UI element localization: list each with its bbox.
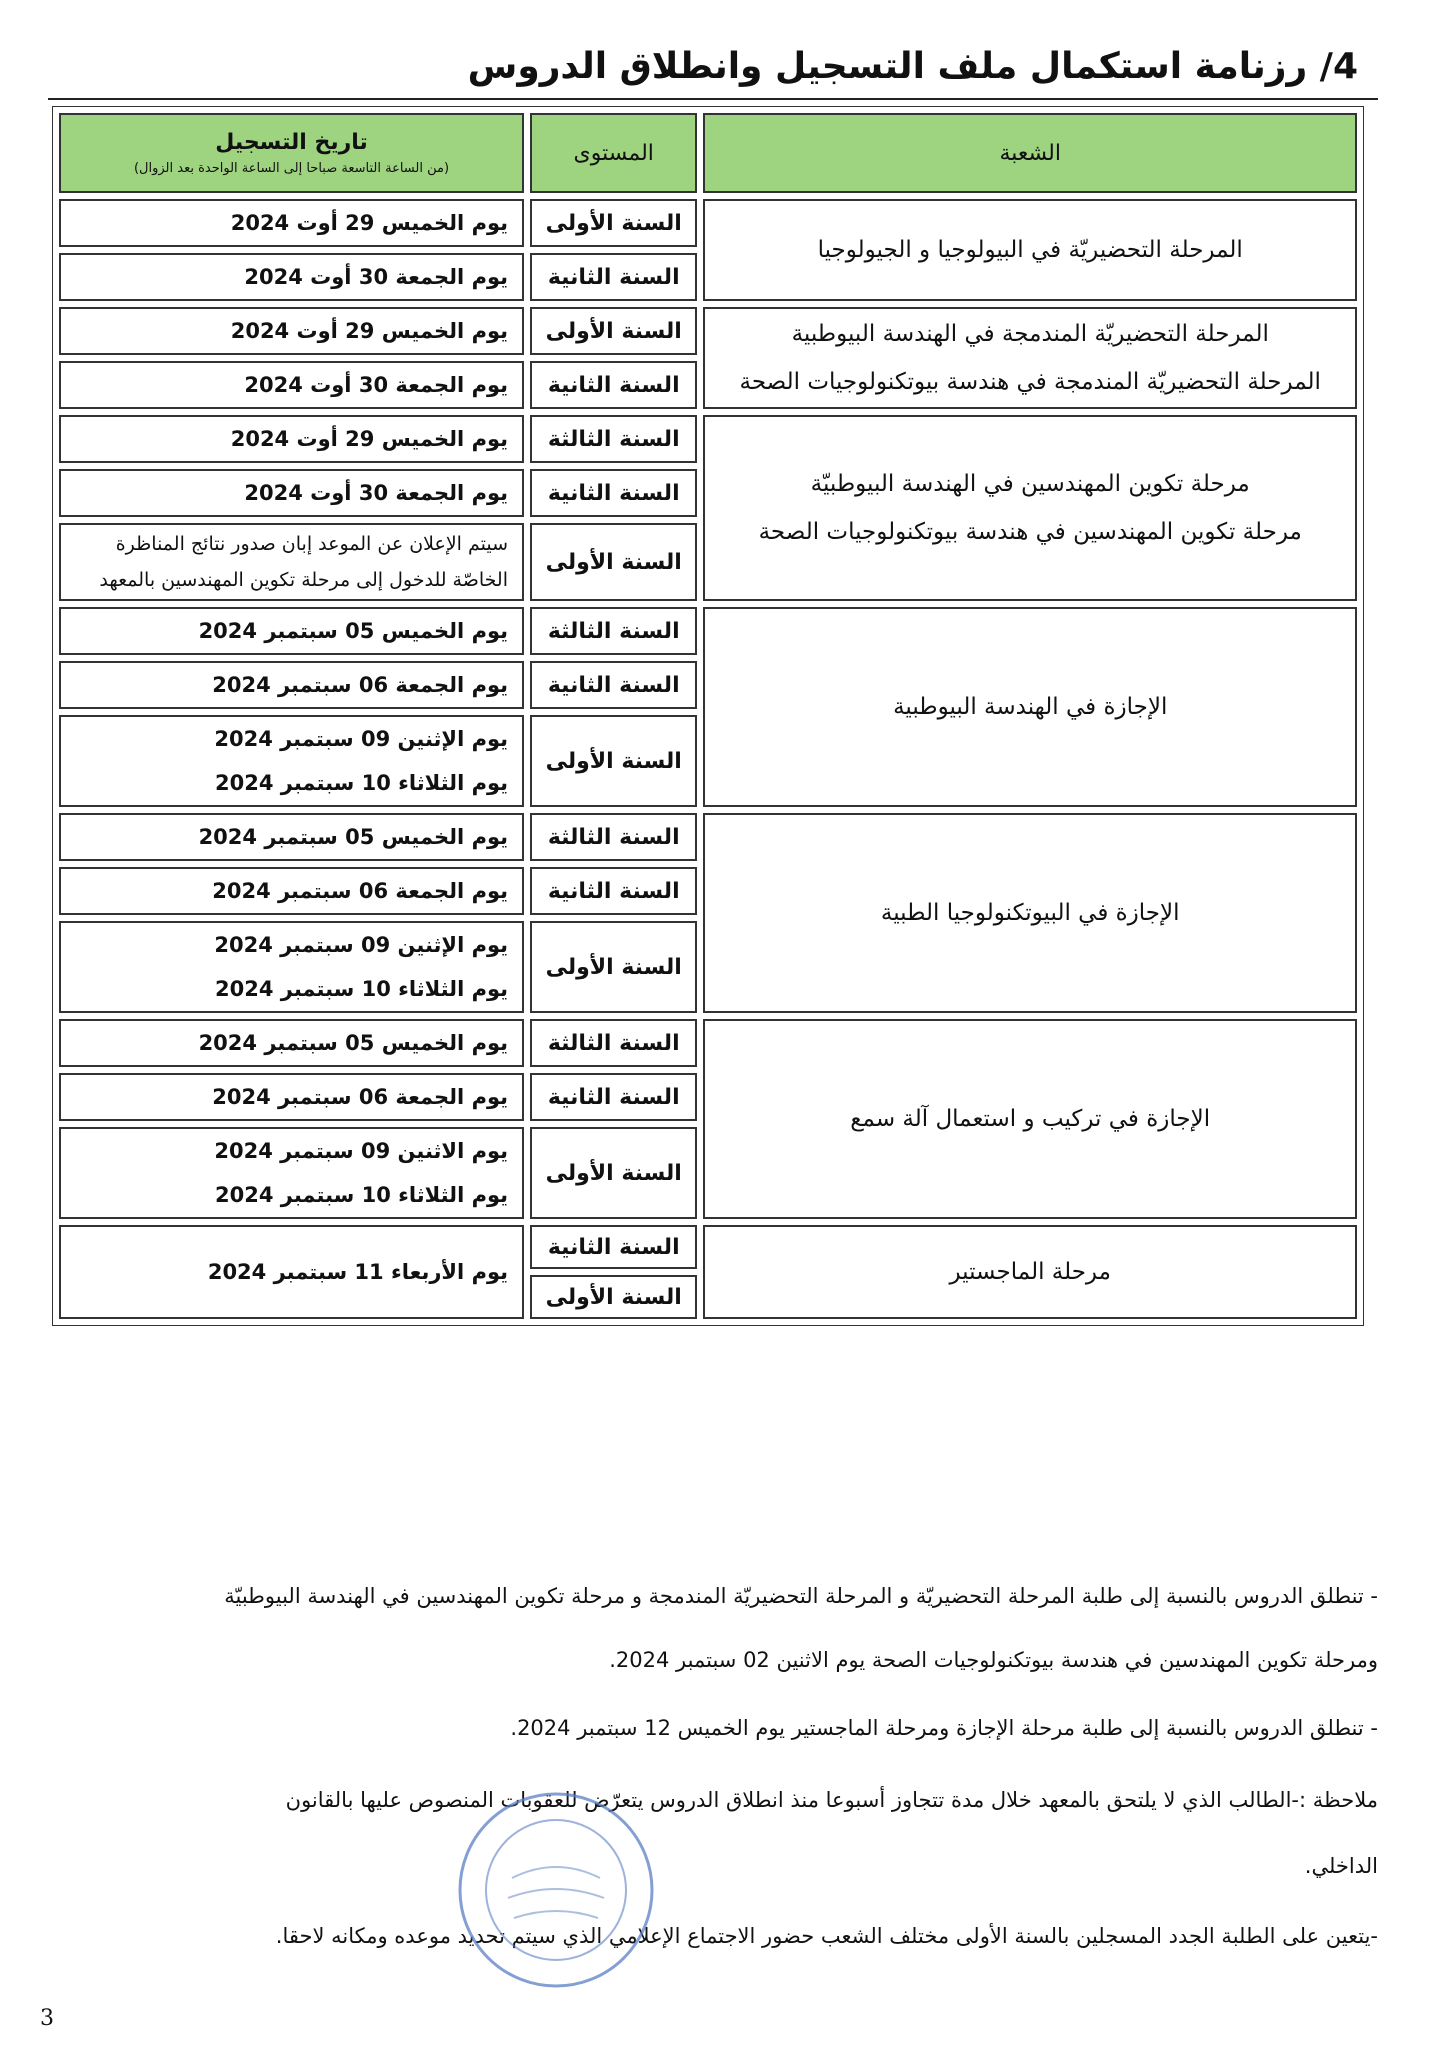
date-line: يوم الإثنين 09 سبتمبر 2024 [214,933,509,957]
date-cell [59,307,524,355]
date-cell [59,715,524,807]
date-line: يوم الثلاثاء 10 سبتمبر 2024 [215,977,509,1001]
date-line: يوم الخميس 05 سبتمبر 2024 [198,1031,509,1055]
specialty-line: الإجازة في الهندسة البيوطبية [893,694,1168,720]
level-cell: السنة الأولى [530,921,697,1013]
table-row [59,1019,1357,1067]
date-line: يوم الخميس 05 سبتمبر 2024 [198,825,509,849]
date-cell [59,1225,524,1319]
specialty-line: مرحلة تكوين المهندسين في هندسة بيوتكنولوجيات الصحة [758,519,1302,545]
date-line: يوم الأربعاء 11 سبتمبر 2024 [207,1260,509,1284]
specialty-cell [703,1225,1357,1319]
header-date-label: تاريخ التسجيل [215,130,368,155]
level-cell: السنة الثالثة [530,813,697,861]
note-line: ملاحظة :-الطالب الذي لا يلتحق بالمعهد خلال مدة تتجاوز أسبوعا منذ انطلاق الدروس يتعرّض للعقوبات المنصوص عليها بالقانون [285,1788,1378,1812]
specialty-line: مرحلة الماجستير [949,1259,1111,1285]
level-cell: السنة الأولى [530,1275,697,1319]
date-cell [59,253,524,301]
date-cell [59,469,524,517]
date-line: يوم الخميس 05 سبتمبر 2024 [198,619,509,643]
specialty-cell [703,307,1357,409]
note-line: -يتعين على الطلبة الجدد المسجلين بالسنة الأولى مختلف الشعب حضور الاجتماع الإعلامي الذي سيتم تحديد موعده ومكانه لاحقا. [275,1924,1378,1948]
date-cell [59,1019,524,1067]
date-line: يوم الجمعة 06 سبتمبر 2024 [212,1085,509,1109]
specialty-cell [703,415,1357,601]
note-line: الداخلي. [1304,1854,1378,1878]
table-row [59,199,1357,247]
level-cell: السنة الثانية [530,1073,697,1121]
level-cell: السنة الثانية [530,361,697,409]
specialty-cell [703,813,1357,1013]
date-cell [59,361,524,409]
date-line: سيتم الإعلان عن الموعد إبان صدور نتائج المناظرة [115,533,509,555]
level-cell: السنة الثالثة [530,415,697,463]
date-line: يوم الخميس 29 أوت 2024 [230,319,509,343]
specialty-line: الإجازة في البيوتكنولوجيا الطبية [880,900,1180,926]
registration-schedule-table [52,106,1364,1326]
header-level: المستوى [530,113,697,193]
schedule-body [59,199,1357,1319]
level-cell: السنة الأولى [530,199,697,247]
official-stamp [452,1786,660,1994]
table-row [59,1225,1357,1269]
table-row [59,415,1357,463]
level-cell: السنة الأولى [530,523,697,601]
date-line: يوم الجمعة 30 أوت 2024 [244,373,509,397]
date-line: يوم الثلاثاء 10 سبتمبر 2024 [215,771,509,795]
date-cell [59,867,524,915]
title-underline [48,98,1378,100]
date-line: يوم الإثنين 09 سبتمبر 2024 [214,727,509,751]
specialty-line: المرحلة التحضيريّة في البيولوجيا و الجيولوجيا [817,237,1243,263]
specialty-line: الإجازة في تركيب و استعمال آلة سمع [850,1106,1211,1132]
date-cell [59,813,524,861]
header-specialty: الشعبة [703,113,1357,193]
date-line: يوم الجمعة 30 أوت 2024 [244,481,509,505]
level-cell: السنة الأولى [530,307,697,355]
date-line: يوم الخميس 29 أوت 2024 [230,427,509,451]
page-number: 3 [40,2006,54,2031]
level-cell: السنة الثانية [530,867,697,915]
header-date [59,113,524,193]
level-cell: السنة الثانية [530,661,697,709]
specialty-line: المرحلة التحضيريّة المندمجة في هندسة بيوتكنولوجيات الصحة [739,369,1321,395]
date-line: الخاصّة للدخول إلى مرحلة تكوين المهندسين بالمعهد [99,569,509,591]
date-cell [59,1073,524,1121]
note-line: ومرحلة تكوين المهندسين في هندسة بيوتكنولوجيات الصحة يوم الاثنين 02 سبتمبر 2024. [609,1648,1378,1672]
specialty-line: مرحلة تكوين المهندسين في الهندسة البيوطبيّة [810,471,1250,497]
specialty-cell [703,607,1357,807]
level-cell: السنة الثانية [530,253,697,301]
table-row [59,813,1357,861]
date-cell [59,921,524,1013]
date-cell [59,607,524,655]
table-row [59,607,1357,655]
level-cell: السنة الأولى [530,1127,697,1219]
specialty-cell [703,1019,1357,1219]
level-cell: السنة الأولى [530,715,697,807]
level-cell: السنة الثالثة [530,607,697,655]
level-cell: السنة الثانية [530,469,697,517]
date-line: يوم الجمعة 06 سبتمبر 2024 [212,673,509,697]
note-line: - تنطلق الدروس بالنسبة إلى طلبة مرحلة الإجازة ومرحلة الماجستير يوم الخميس 12 سبتمبر 2024. [510,1716,1378,1740]
date-cell [59,415,524,463]
table-row [59,307,1357,355]
date-cell [59,661,524,709]
level-cell: السنة الثانية [530,1225,697,1269]
date-cell [59,199,524,247]
date-line: يوم الثلاثاء 10 سبتمبر 2024 [215,1183,509,1207]
date-cell [59,523,524,601]
note-line: - تنطلق الدروس بالنسبة إلى طلبة المرحلة التحضيريّة و المرحلة التحضيريّة المندمجة و مرحلة تكوين المهندسين في الهندسة البيوطبيّة [224,1584,1378,1608]
specialty-line: المرحلة التحضيريّة المندمجة في الهندسة البيوطبية [791,321,1269,347]
page-title: 4/ رزنامة استكمال ملف التسجيل وانطلاق الدروس [467,46,1358,87]
date-line: يوم الجمعة 30 أوت 2024 [244,265,509,289]
header-date-note: (من الساعة التاسعة صباحا إلى الساعة الواحدة بعد الزوال) [133,161,450,176]
date-line: يوم الخميس 29 أوت 2024 [230,211,509,235]
level-cell: السنة الثالثة [530,1019,697,1067]
date-line: يوم الاثنين 09 سبتمبر 2024 [214,1139,509,1163]
specialty-cell [703,199,1357,301]
date-line: يوم الجمعة 06 سبتمبر 2024 [212,879,509,903]
date-cell [59,1127,524,1219]
